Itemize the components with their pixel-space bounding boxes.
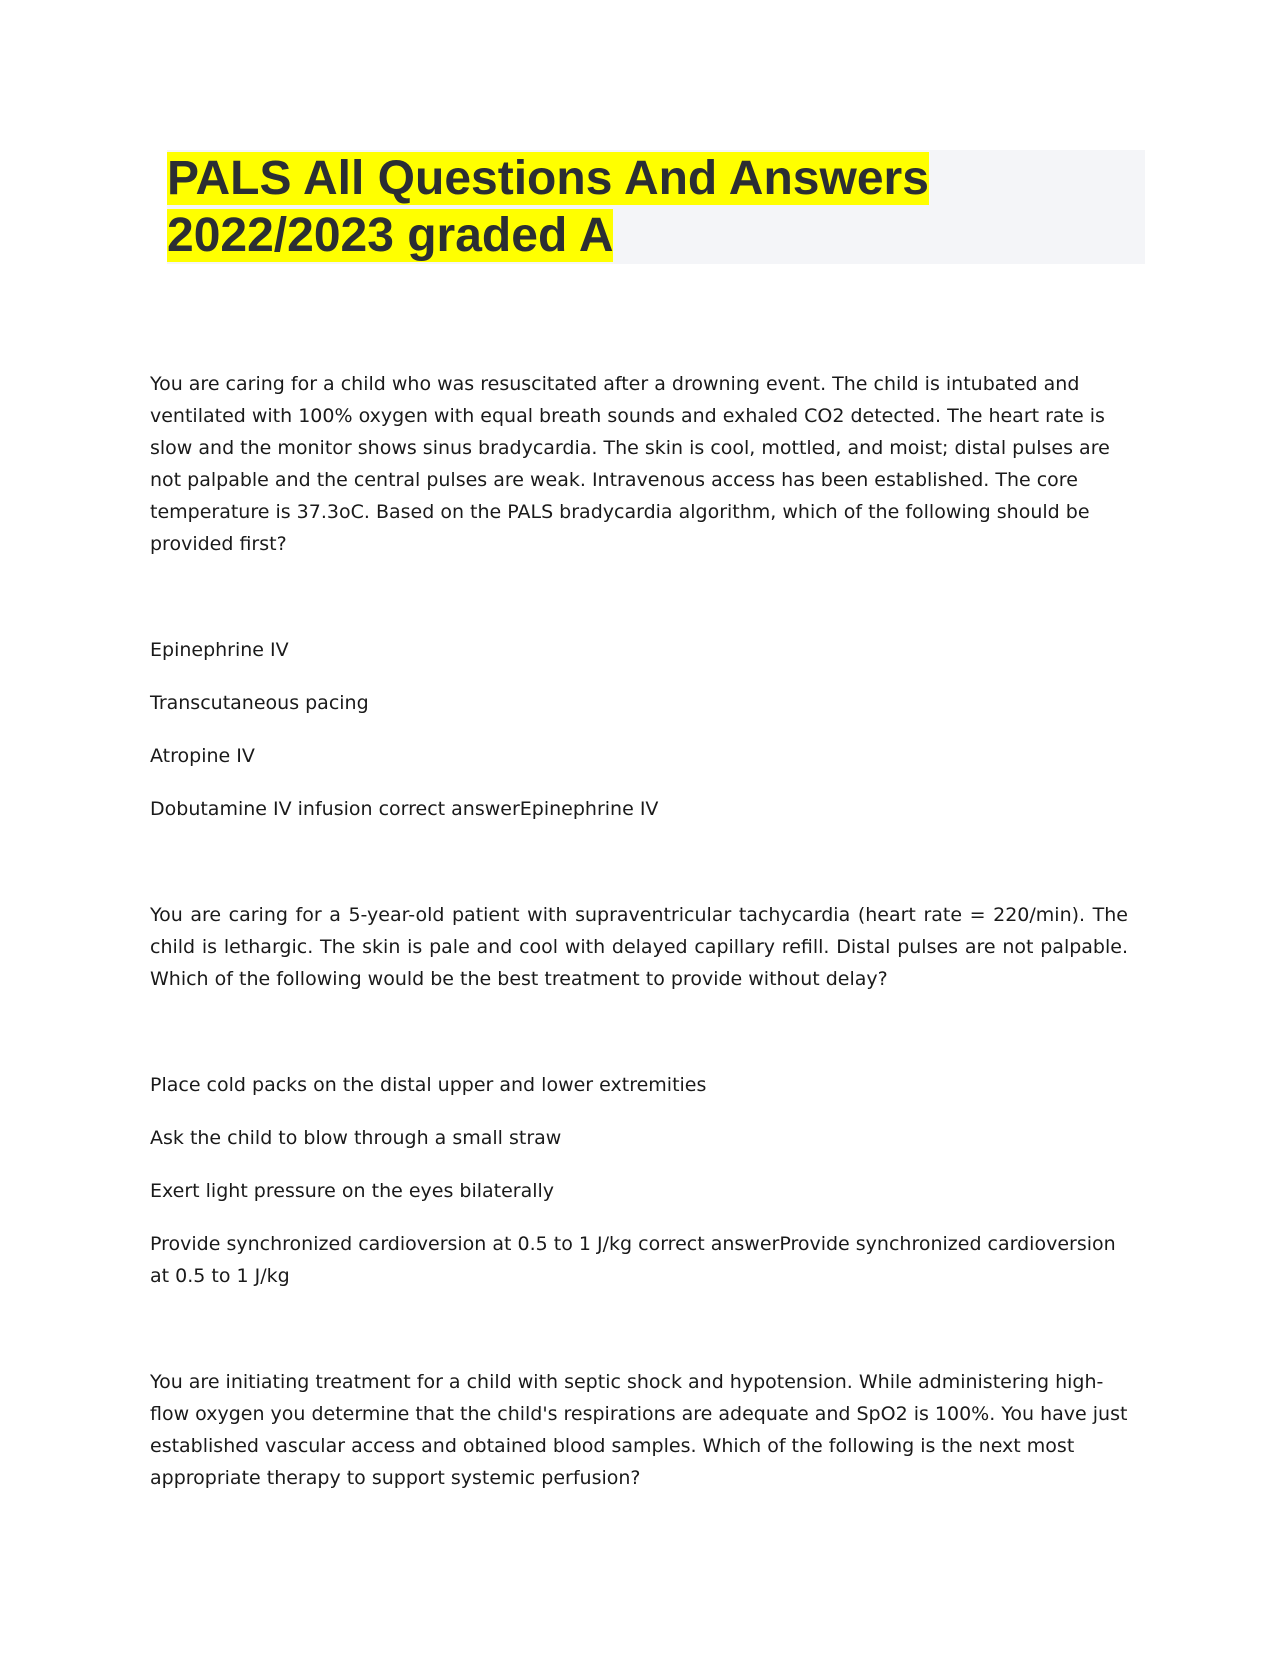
question-2-option-3: Exert light pressure on the eyes bilaterally <box>150 1180 555 1202</box>
question-1-option-3: Atropine IV <box>150 745 255 767</box>
question-1-option-2: Transcutaneous pacing <box>150 692 369 714</box>
document-title <box>167 150 1145 264</box>
question-2-option-1: Place cold packs on the distal upper and lower extremities <box>150 1074 707 1096</box>
question-2-option-4-answer: Provide synchronized cardioversion at 0.5 to 1 J/kg correct answerProvide synchronized cardioversion at 0.5 to 1 J/kg <box>150 1233 1116 1287</box>
question-3: You are initiating treatment for a child with septic shock and hypotension. While administering high-flow oxygen you determine that the child's respirations are adequate and SpO2 is 100%. You have just established vascular access and obtained blood samples. Which of the following is the next most appropriate therapy to support systemic perfusion? <box>150 1371 1128 1489</box>
document-body <box>150 368 1128 1568</box>
title-line-1: PALS All Questions And Answers <box>167 152 929 205</box>
title-line-2: 2022/2023 graded A <box>167 209 614 262</box>
question-1-option-4-answer: Dobutamine IV infusion correct answerEpinephrine IV <box>150 798 659 820</box>
question-2-option-2: Ask the child to blow through a small straw <box>150 1127 562 1149</box>
question-1-option-1: Epinephrine IV <box>150 639 289 661</box>
question-1: You are caring for a child who was resuscitated after a drowning event. The child is intubated and ventilated with 100% oxygen with equal breath sounds and exhaled CO2 detected. The heart rate is slow and the monitor shows sinus bradycardia. The skin is cool, mottled, and moist; distal pulses are not palpable and the central pulses are weak. Intravenous access has been established. The core temperature is 37.3oC. Based on the PALS bradycardia algorithm, which of the following should be provided first? <box>150 373 1110 555</box>
question-2: You are caring for a 5-year-old patient with supraventricular tachycardia (heart rate = 220/min). The child is lethargic. The skin is pale and cool with delayed capillary refill. Distal pulses are not palpable. Which of the following would be the best treatment to provide without delay? <box>150 904 1128 990</box>
